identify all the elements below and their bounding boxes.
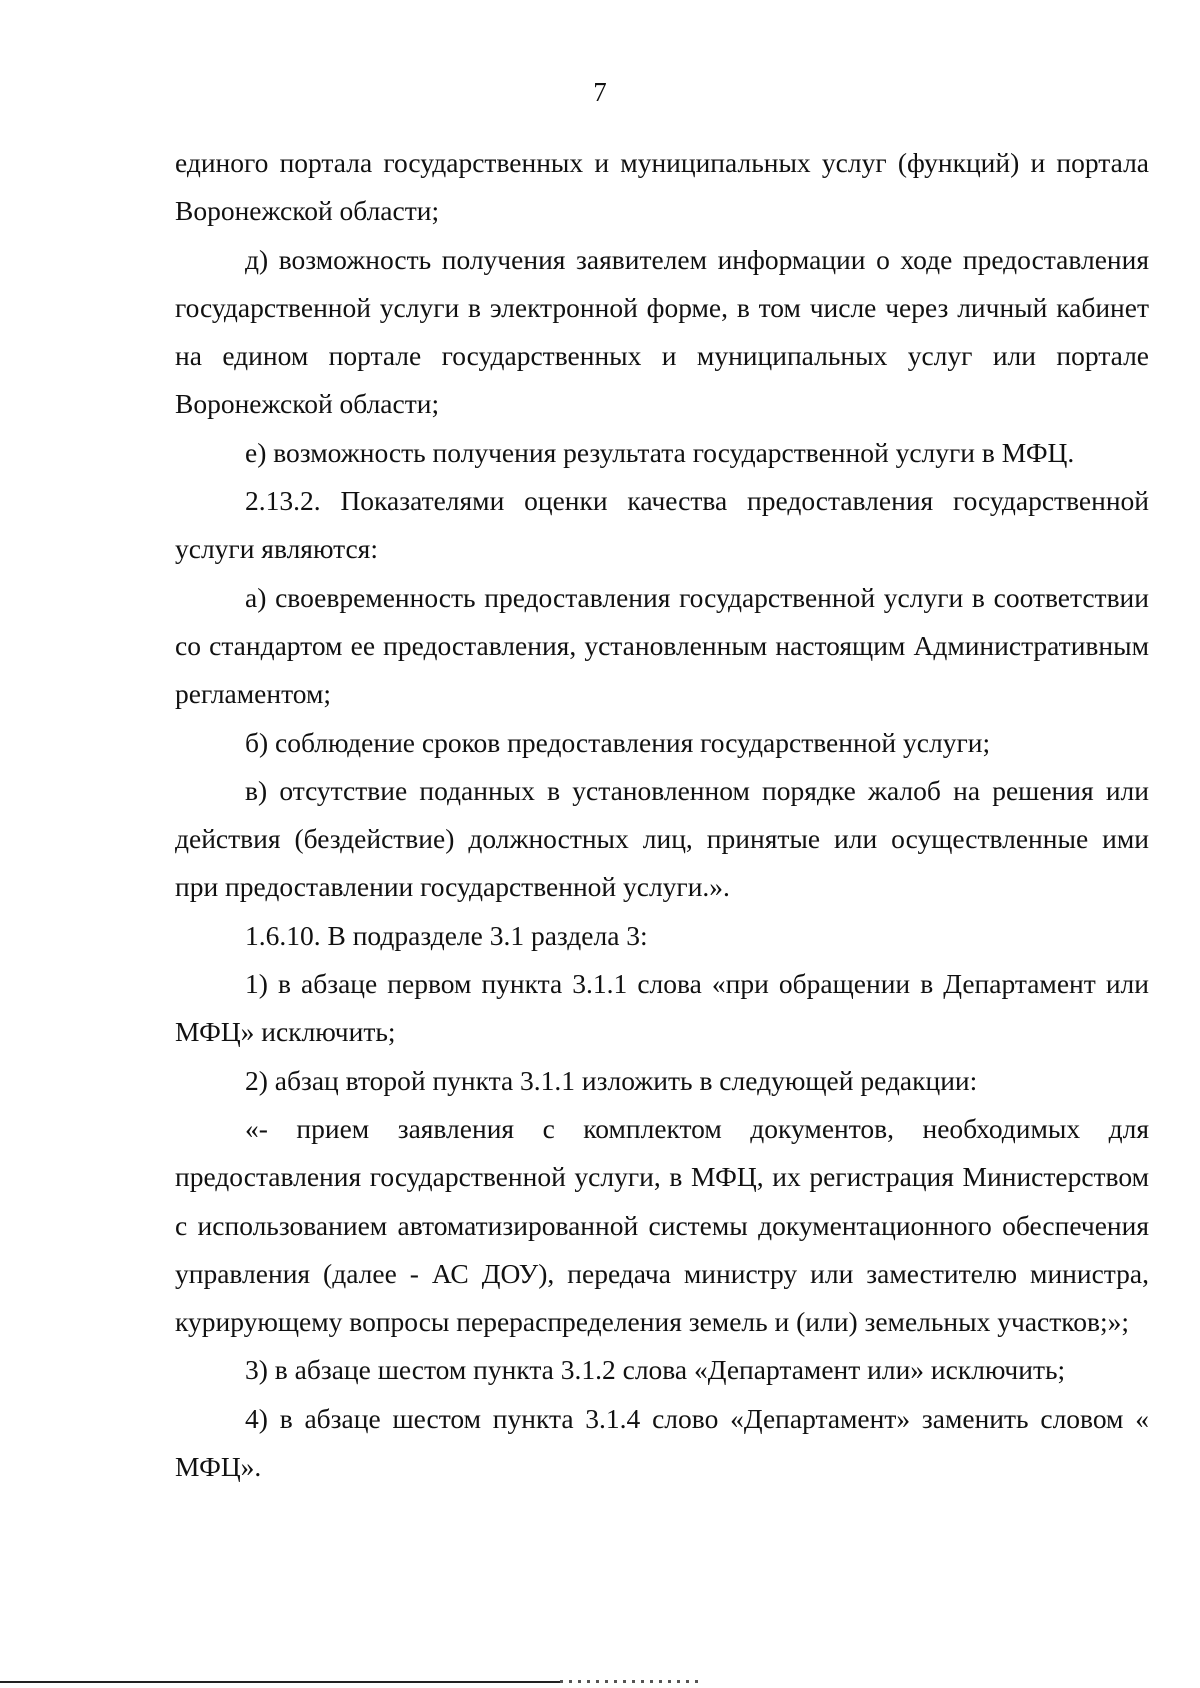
paragraph: «- прием заявления с комплектом документов, необходимых для предоставления государственной услуги, в МФЦ, их регистрация Министерством с использованием автоматизированной системы документационного обеспечения управления (далее - АС ДОУ), передача министру или заместителю министра, курирующему вопросы перераспределения земель и (или) земельных участков;»; [175, 1112, 1149, 1338]
page-number: 7 [593, 77, 607, 107]
paragraph: 1.6.10. В подразделе 3.1 раздела 3: [245, 919, 648, 951]
paragraph: 2.13.2. Показателями оценки качества предоставления государственной услуги являются: [175, 485, 1149, 565]
paragraph: 2) абзац второй пункта 3.1.1 изложить в следующей редакции: [245, 1064, 978, 1096]
document-body [175, 139, 1149, 1491]
paragraph: б) соблюдение сроков предоставления государственной услуги; [245, 726, 991, 758]
paragraph: 1) в абзаце первом пункта 3.1.1 слова «при обращении в Департамент или МФЦ» исключить; [175, 968, 1149, 1048]
paragraph: д) возможность получения заявителем информации о ходе предоставления государственной услуги в электронной форме, в том числе через личный кабинет на едином портале государственных и муниципальных услуг или портале Воронежской области; [175, 243, 1149, 420]
paragraph: 4) в абзаце шестом пункта 3.1.4 слово «Департамент» заменить словом « МФЦ». [175, 1402, 1149, 1483]
paragraph: е) возможность получения результата государственной услуги в МФЦ. [245, 436, 1075, 468]
bottom-scan-artifact [560, 1680, 700, 1683]
paragraph: а) своевременность предоставления государственной услуги в соответствии со стандартом ее предоставления, установленным настоящим Административным регламентом; [175, 581, 1149, 710]
paragraph: в) отсутствие поданных в установленном порядке жалоб на решения или действия (бездействие) должностных лиц, принятые или осуществленные ими при предоставлении государственной услуги.». [175, 774, 1149, 903]
paragraph: единого портала государственных и муниципальных услуг (функций) и портала Воронежской области; [175, 147, 1149, 227]
bottom-rule [0, 1681, 560, 1683]
paragraph: 3) в абзаце шестом пункта 3.1.2 слова «Департамент или» исключить; [245, 1354, 1066, 1386]
